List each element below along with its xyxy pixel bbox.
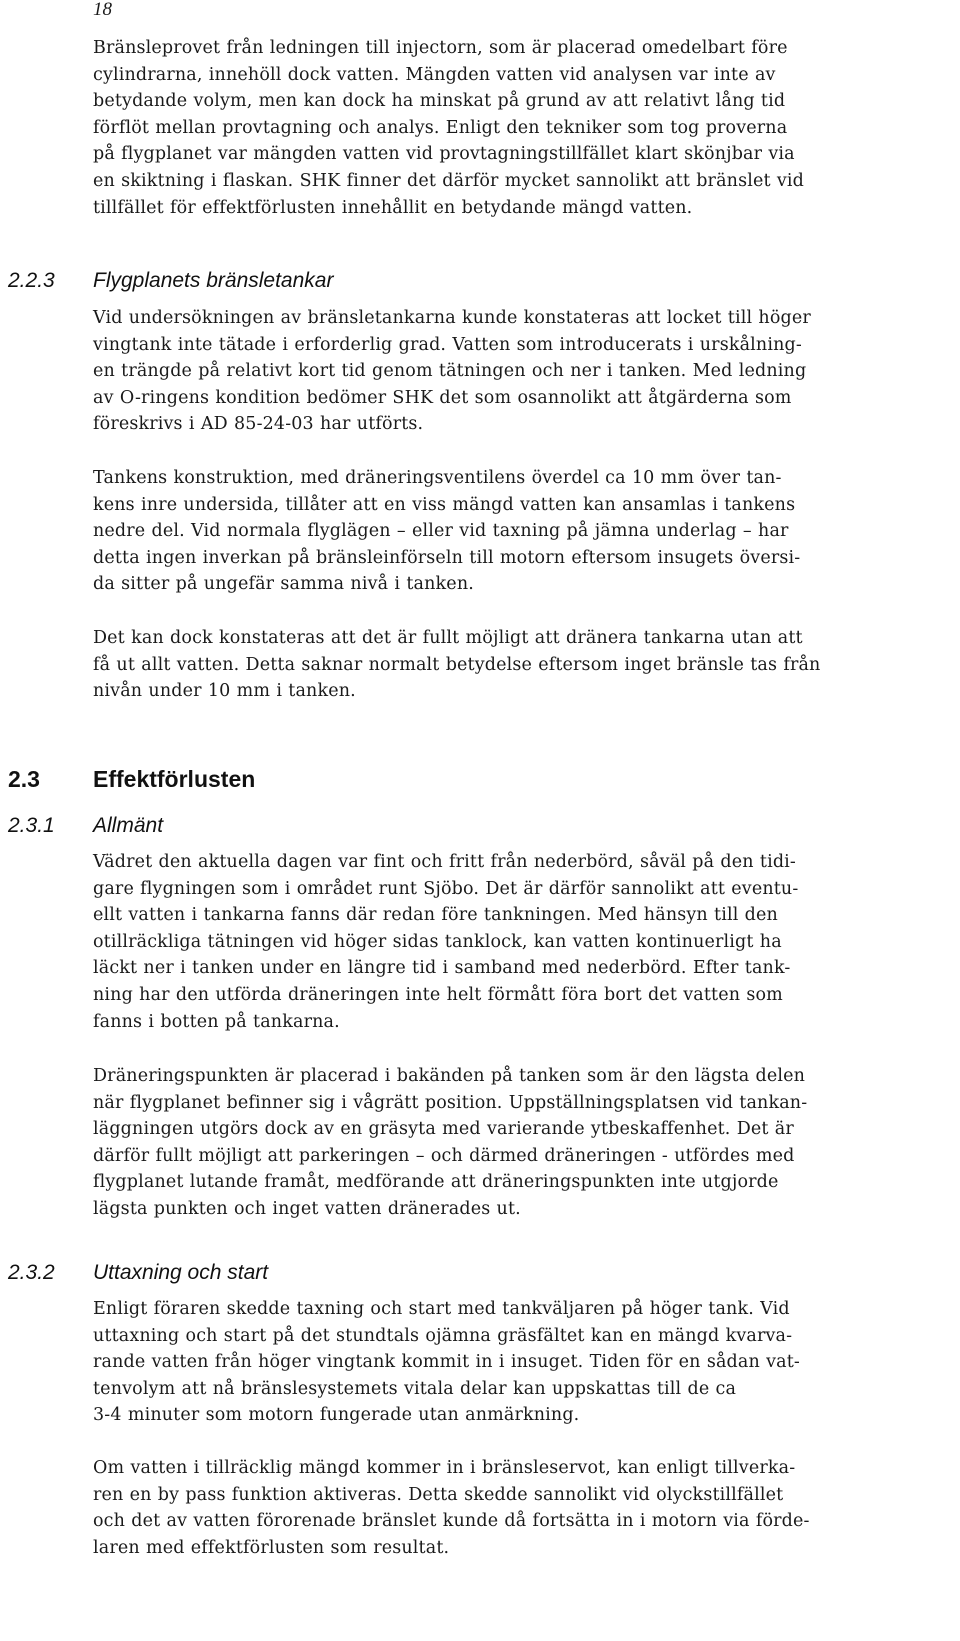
text-line: ren en by pass funktion aktiveras. Detta skedde sannolikt vid olyckstillfället (93, 1484, 784, 1505)
text-line: rande vatten från höger vingtank kommit in i insuget. Tiden för en sådan vat- (93, 1352, 800, 1373)
text-line: 3-4 minuter som motorn fungerade utan anmärkning. (93, 1405, 580, 1426)
text-line: cylindrarna, innehöll dock vatten. Mängden vatten vid analysen var inte av (93, 64, 776, 85)
text-line: läggningen utgörs dock av en gräsyta med varierande ytbeskaffenhet. Det är (93, 1119, 794, 1140)
paragraph-weather (93, 849, 953, 1035)
text-line: flygplanet lutande framåt, medförande att dräneringspunkten inte utgjorde (93, 1172, 779, 1193)
text-line: da sitter på ungefär samma nivå i tanken. (93, 574, 474, 595)
section-title: Uttaxning och start (93, 1261, 269, 1284)
section-heading-2-2-3 (0, 268, 700, 294)
text-line: föreskrivs i AD 85-24-03 har utförts. (93, 414, 424, 435)
page-number: 18 (93, 0, 112, 20)
text-line: fanns i botten på tankarna. (93, 1011, 340, 1032)
text-line: Enligt föraren skedde taxning och start med tankväljaren på höger tank. Vid (93, 1299, 790, 1319)
section-number: 2.3 (8, 766, 40, 792)
text-line: Det kan dock konstateras att det är fullt möjligt att dränera tankarna utan att (93, 628, 803, 648)
text-line: ning har den utförda dräneringen inte helt förmått föra bort det vatten som (93, 984, 783, 1005)
paragraph-drain-point (93, 1063, 953, 1223)
text-line: Vädret den aktuella dagen var fint och fritt från nederbörd, såväl på den tidi- (93, 852, 796, 872)
text-line: få ut allt vatten. Detta saknar normalt betydelse eftersom inget bränsle tas från (93, 654, 821, 675)
text-line: laren med effektförlusten som resultat. (93, 1537, 450, 1558)
section-title: Effektförlusten (93, 766, 256, 792)
paragraph-fuel-sample (93, 35, 953, 221)
text-line: ellt vatten i tankarna fanns där redan före tankningen. Med hänsyn till den (93, 905, 778, 926)
paragraph-tank-inspection (93, 305, 953, 438)
text-line: förflöt mellan provtagning och analys. Enligt den tekniker som tog proverna (93, 117, 788, 138)
text-line: Dräneringspunkten är placerad i bakänden på tanken som är den lägsta delen (93, 1066, 806, 1086)
section-title: Flygplanets bränsletankar (93, 269, 334, 292)
text-line: Vid undersökningen av bränsletankarna kunde konstateras att locket till höger (93, 308, 811, 328)
section-title: Allmänt (93, 814, 164, 837)
text-line: gare flygningen som i området runt Sjöbo. Det är därför sannolikt att eventu- (93, 878, 799, 899)
paragraph-fuel-servo (93, 1455, 953, 1561)
text-line: nivån under 10 mm i tanken. (93, 681, 356, 702)
section-number: 2.2.3 (8, 269, 55, 292)
text-line: nedre del. Vid normala flyglägen – eller vid taxning på jämna underlag – har (93, 521, 789, 542)
text-line: vingtank inte tätade i erforderlig grad. Vatten som introducerats i urskålning- (93, 334, 802, 355)
text-line: och det av vatten förorenade bränslet kunde då fortsätta in i motorn via förde- (93, 1511, 810, 1532)
text-line: Om vatten i tillräcklig mängd kommer in i bränsleservot, kan enligt tillverka- (93, 1458, 796, 1478)
section-number: 2.3.2 (8, 1261, 55, 1284)
section-heading-2-3-1 (0, 813, 700, 839)
text-line: Bränsleprovet från ledningen till injectorn, som är placerad omedelbart före (93, 38, 788, 58)
text-line: därför fullt möjligt att parkeringen – och därmed dräneringen - utfördes med (93, 1145, 795, 1166)
text-line: Tankens konstruktion, med dräneringsventilens överdel ca 10 mm över tan- (93, 468, 782, 488)
paragraph-tank-construction (93, 465, 953, 598)
paragraph-taxi-start (93, 1296, 953, 1429)
text-line: betydande volym, men kan dock ha minskat på grund av att relativt lång tid (93, 91, 786, 112)
text-line: en trängde på relativt kort tid genom tätningen och ner i tanken. Med ledning (93, 361, 807, 382)
text-line: kens inre undersida, tillåter att en viss mängd vatten kan ansamlas i tankens (93, 494, 796, 515)
text-line: när flygplanet befinner sig i vågrätt position. Uppställningsplatsen vid tankan- (93, 1092, 808, 1113)
section-heading-2-3-2 (0, 1260, 700, 1286)
paragraph-draining (93, 625, 953, 705)
text-line: på flygplanet var mängden vatten vid provtagningstillfället klart skönjbar via (93, 144, 795, 165)
text-line: lägsta punkten och inget vatten dränerades ut. (93, 1198, 521, 1219)
text-line: detta ingen inverkan på bränsleinförseln till motorn eftersom insugets översi- (93, 547, 801, 568)
section-heading-2-3 (0, 765, 700, 793)
text-line: otillräckliga tätningen vid höger sidas tanklock, kan vatten kontinuerligt ha (93, 931, 782, 952)
section-number: 2.3.1 (8, 814, 55, 837)
text-line: av O-ringens kondition bedömer SHK det som osannolikt att åtgärderna som (93, 387, 792, 408)
text-line: en skiktning i flaskan. SHK finner det därför mycket sannolikt att bränslet vid (93, 170, 804, 191)
text-line: tillfället för effektförlusten innehållit en betydande mängd vatten. (93, 197, 693, 218)
text-line: läckt ner i tanken under en längre tid i samband med nederbörd. Efter tank- (93, 958, 791, 979)
text-line: uttaxning och start på det stundtals ojämna gräsfältet kan en mängd kvarva- (93, 1325, 793, 1346)
text-line: tenvolym att nå bränslesystemets vitala delar kan uppskattas till de ca (93, 1378, 737, 1399)
